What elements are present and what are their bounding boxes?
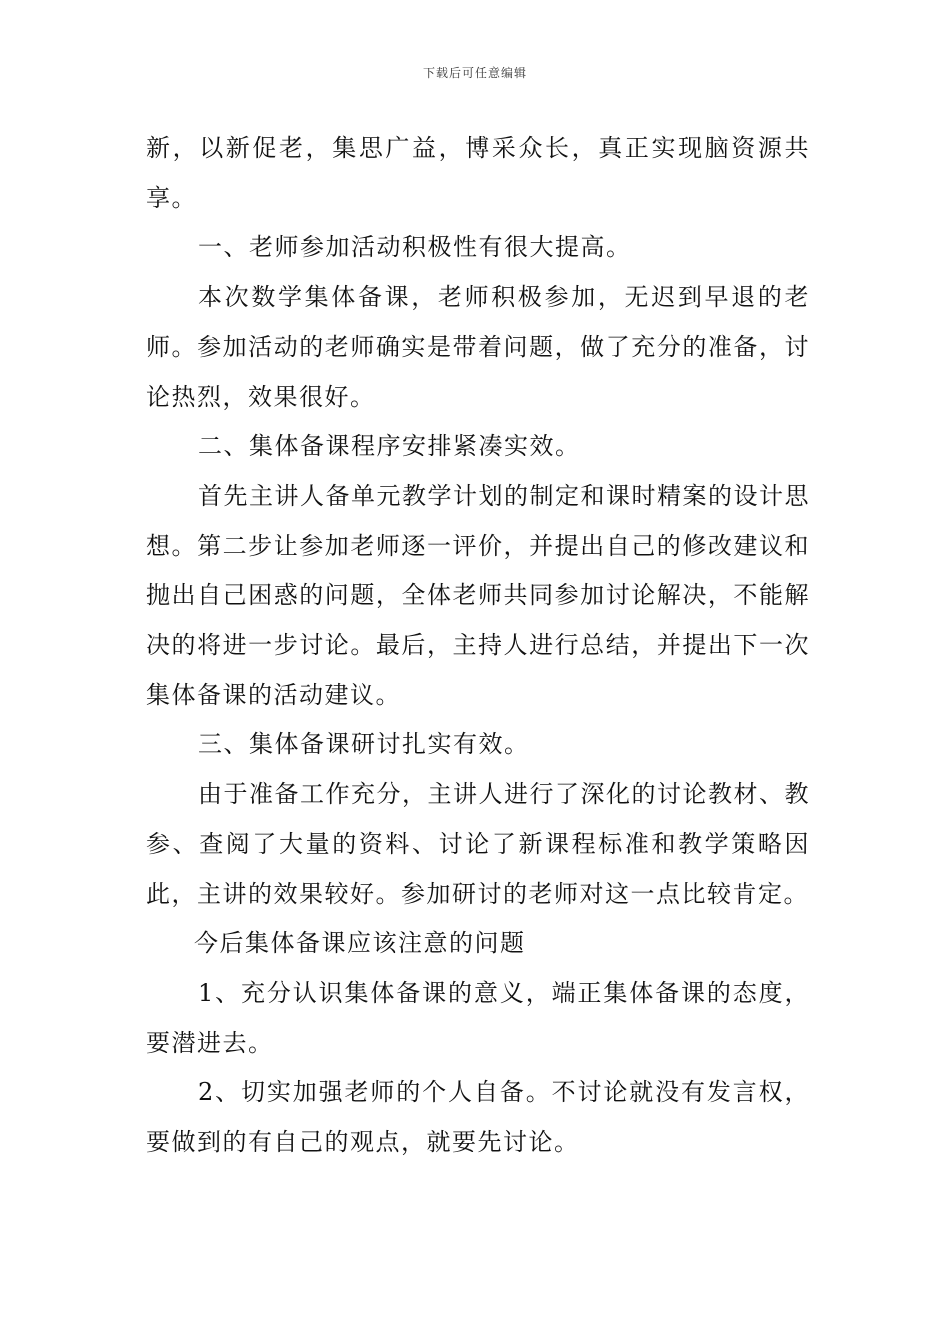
heading-3: 三、集体备课研讨扎实有效。 — [198, 730, 530, 759]
heading-1: 一、老师参加活动积极性有很大提高。 — [198, 233, 632, 262]
paragraph-1: 新，以新促老，集思广益，博采众长，真正实现脑资源共享。 — [146, 134, 810, 212]
paragraph-3: 首先主讲人备单元教学计划的制定和课时精案的设计思想。第二步让参加老师逐一评价，并提出自己的修改建议和抛出自己困惑的问题，全体老师共同参加讨论解决，不能解决的将进一步讨论。最后，主持人进行总结，并提出下一次集体备课的活动建议。 — [146, 481, 810, 709]
paragraph-2: 本次数学集体备课，老师积极参加，无迟到早退的老师。参加活动的老师确实是带着问题，做了充分的准备，讨论热烈，效果很好。 — [146, 283, 810, 411]
list-item-1: 1、充分认识集体备课的意义，端正集体备课的态度，要潜进去。 — [146, 978, 810, 1057]
page-header: 下载后可任意编辑 — [422, 66, 527, 80]
list-item-2: 2、切实加强老师的个人自备。不讨论就没有发言权，要做到的有自己的观点，就要先讨论。 — [146, 1078, 810, 1157]
paragraph-4: 由于准备工作充分，主讲人进行了深化的讨论教材、教参、查阅了大量的资料、讨论了新课程标准和教学策略因此，主讲的效果较好。参加研讨的老师对这一点比较肯定。 — [146, 780, 810, 908]
section-title: 今后集体备课应该注意的问题 — [194, 929, 526, 958]
document-body — [146, 124, 810, 1168]
heading-2: 二、集体备课程序安排紧凑实效。 — [198, 432, 581, 461]
